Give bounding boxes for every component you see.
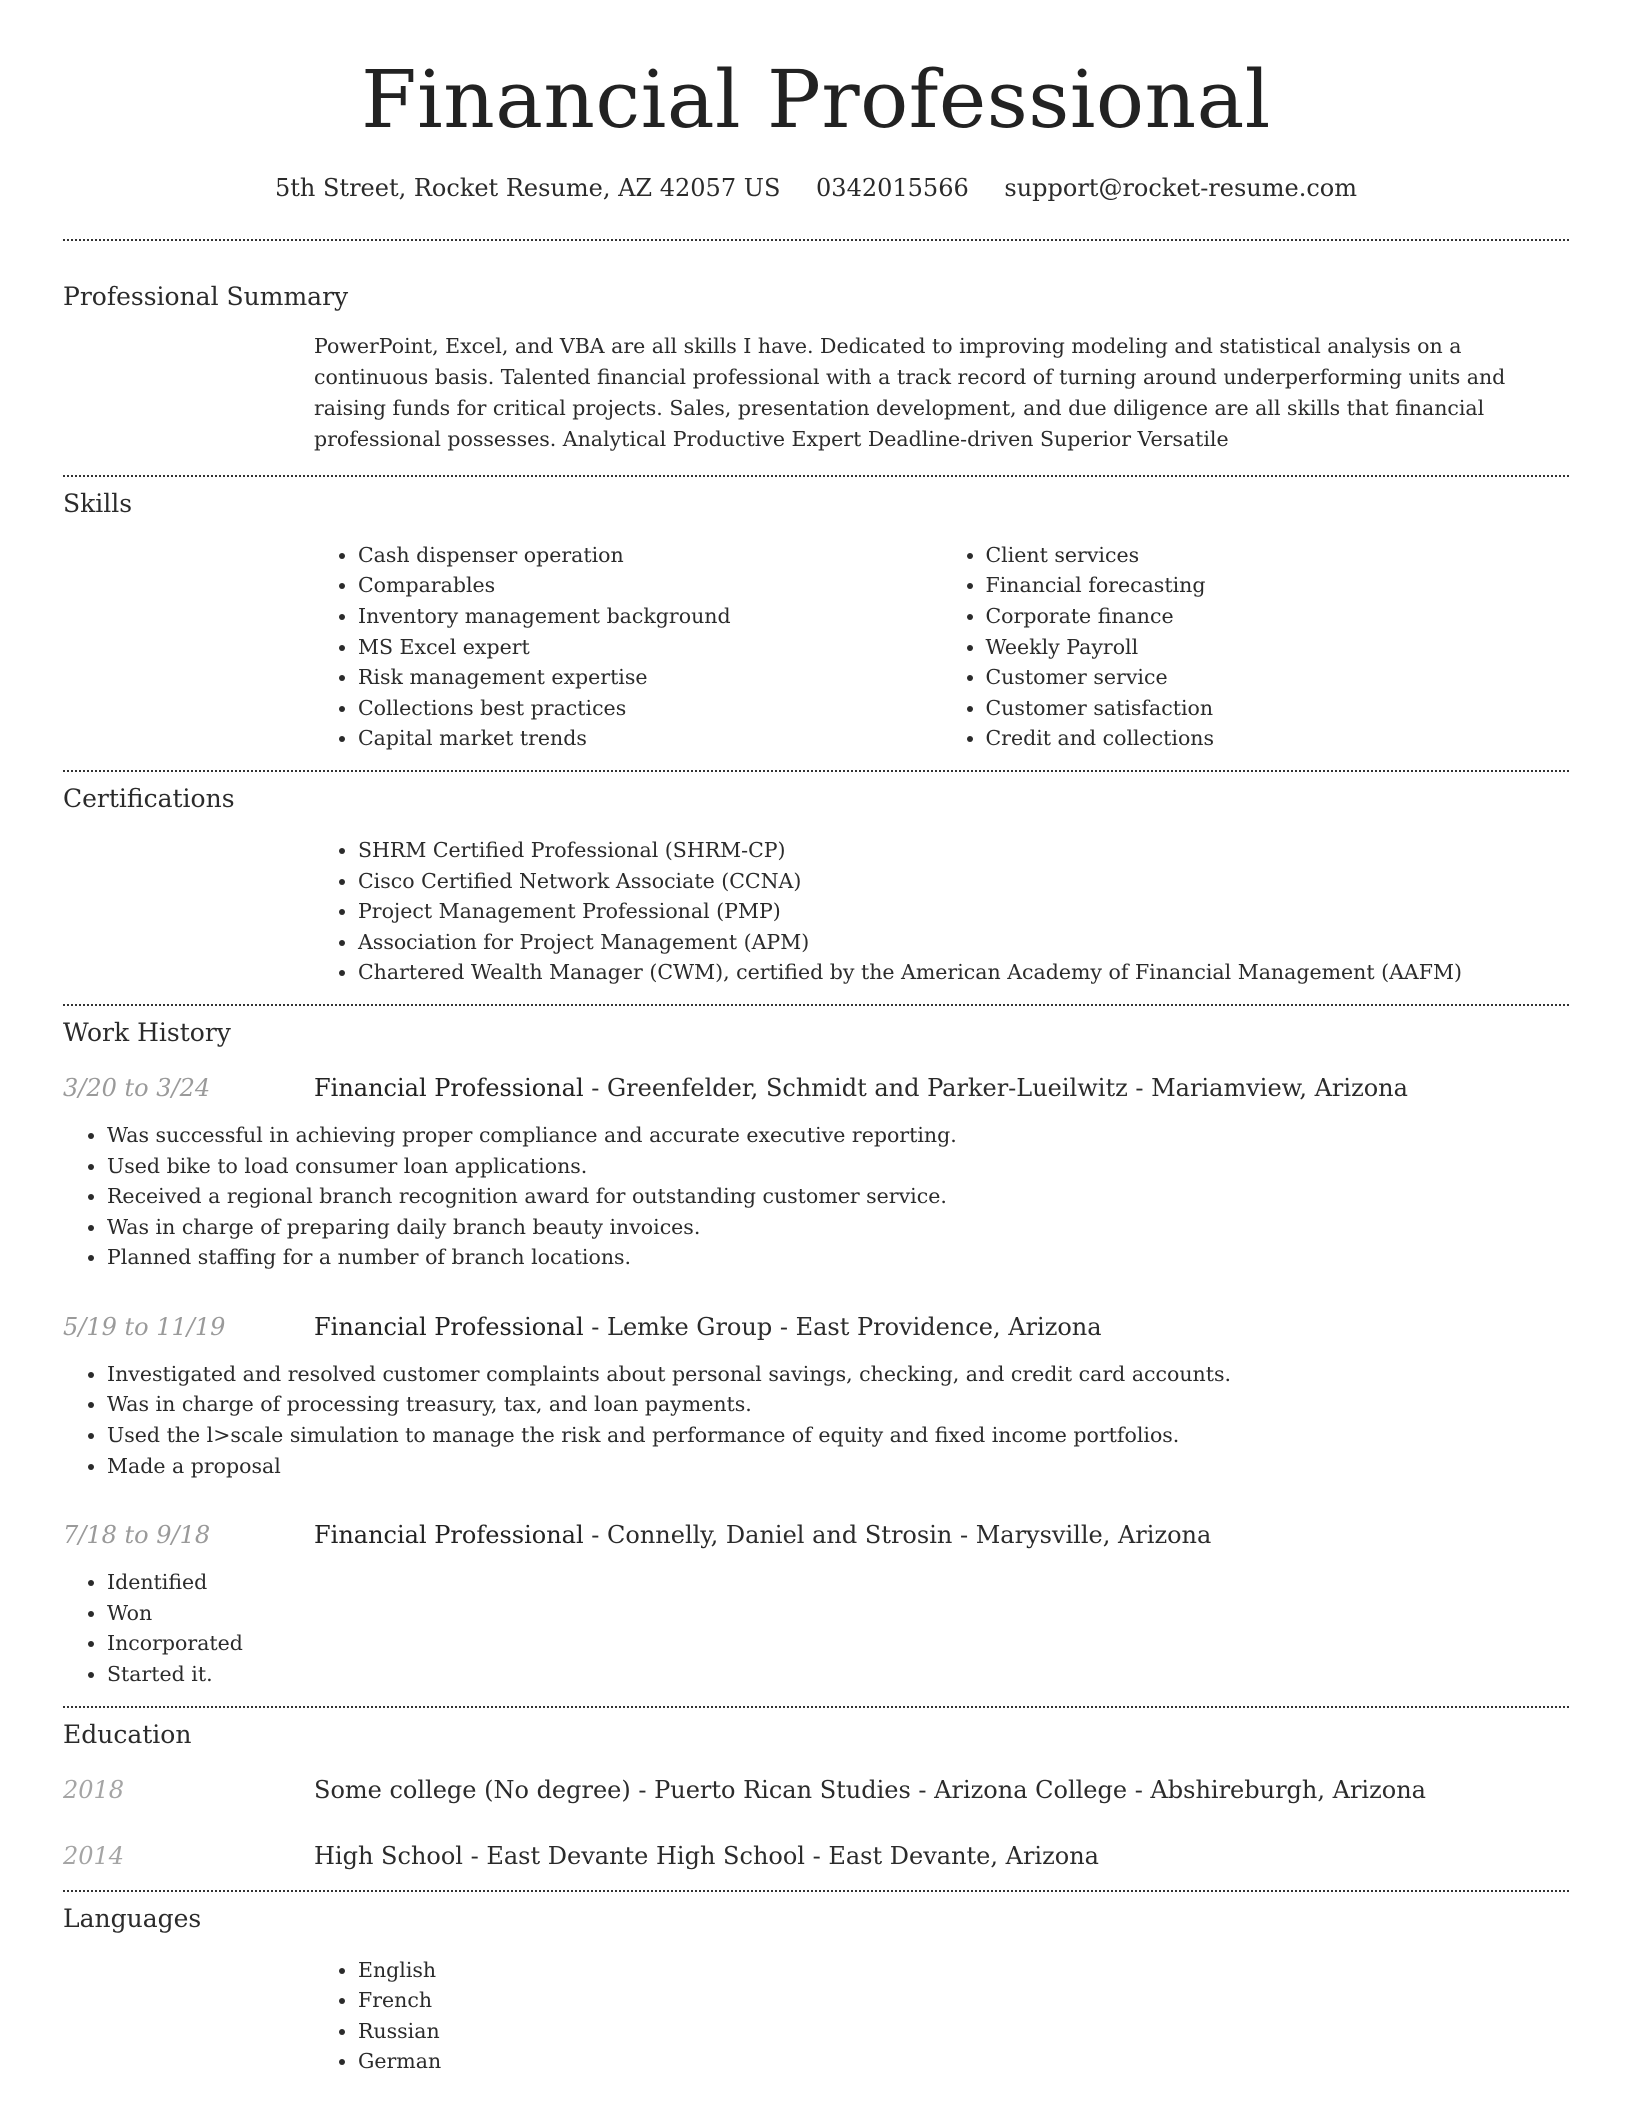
list-item: • Association for Project Management (APM)	[358, 927, 1569, 958]
job-bullets	[63, 1120, 1569, 1273]
education-entry	[63, 1776, 1569, 1804]
section-title-languages: Languages	[63, 1903, 202, 1933]
job-details: - Connelly, Daniel and Strosin - Marysville, Arizona	[583, 1521, 1212, 1550]
summary-text: PowerPoint, Excel, and VBA are all skills I have. Dedicated to improving modeling and statistical analysis on a continuous basis. Talented financial professional with a track record of turning around underperforming units and raising funds for critical projects. Sales, presentation development, and due diligence are all skills that financial professional possesses. Analytical Productive Expert Deadline-driven Superior Versatile	[314, 333, 1506, 451]
education-text: High School - East Devante High School - East Devante, Arizona	[314, 1841, 1099, 1870]
list-item: • Credit and collections	[986, 723, 1570, 754]
education-year: 2014	[63, 1841, 125, 1870]
section-certifications	[63, 772, 1569, 988]
job-role: Financial Professional	[314, 1073, 584, 1102]
list-item: • Customer service	[986, 662, 1570, 693]
languages-block	[314, 1955, 1569, 2077]
job-title-line	[314, 1074, 1408, 1102]
list-item: • Planned staffing for a number of branch locations.	[107, 1242, 1569, 1273]
job-entry	[63, 1074, 1569, 1273]
job-bullets	[63, 1567, 1569, 1689]
job-entry	[63, 1313, 1569, 1481]
job-dates: 3/20 to 3/24	[63, 1073, 211, 1102]
skills-list-right	[942, 540, 1570, 754]
certifications-block	[314, 835, 1569, 988]
list-item: • Capital market trends	[358, 723, 942, 754]
section-title-education: Education	[63, 1719, 192, 1749]
section-title-summary: Professional Summary	[63, 281, 349, 311]
resume-header	[63, 0, 1569, 203]
list-item: • Used the l>scale simulation to manage the risk and performance of equity and fixed income portfolios.	[107, 1420, 1569, 1451]
education-year: 2018	[63, 1775, 125, 1804]
list-item: • Was in charge of preparing daily branch beauty invoices.	[107, 1212, 1569, 1243]
list-item: • Inventory management background	[358, 601, 942, 632]
skills-list-left	[314, 540, 942, 754]
section-skills	[63, 477, 1569, 754]
list-item: • Was successful in achieving proper compliance and accurate executive reporting.	[107, 1120, 1569, 1151]
job-dates: 7/18 to 9/18	[63, 1521, 211, 1550]
education-entry	[63, 1842, 1569, 1870]
list-item: • Started it.	[107, 1659, 1569, 1690]
certifications-list	[314, 835, 1569, 988]
list-item: • German	[358, 2046, 1569, 2077]
list-item: • Customer satisfaction	[986, 693, 1570, 724]
job-details: - Greenfelder, Schmidt and Parker-Lueilwitz - Mariamview, Arizona	[583, 1073, 1408, 1102]
job-entry	[63, 1521, 1569, 1689]
list-item: • French	[358, 1985, 1569, 2016]
list-item: • Client services	[986, 540, 1570, 571]
list-item: • Cash dispenser operation	[358, 540, 942, 571]
list-item: • Investigated and resolved customer complaints about personal savings, checking, and credit card accounts.	[107, 1359, 1569, 1390]
list-item: • SHRM Certified Professional (SHRM-CP)	[358, 835, 1569, 866]
list-item: • Financial forecasting	[986, 570, 1570, 601]
job-title-line	[314, 1521, 1211, 1549]
list-item: • Was in charge of processing treasury, tax, and loan payments.	[107, 1389, 1569, 1420]
job-bullets	[63, 1359, 1569, 1481]
skills-grid	[314, 540, 1569, 754]
list-item: • Identified	[107, 1567, 1569, 1598]
list-item: • Received a regional branch recognition award for outstanding customer service.	[107, 1181, 1569, 1212]
list-item: • Used bike to load consumer loan applications.	[107, 1151, 1569, 1182]
list-item: • English	[358, 1955, 1569, 1986]
job-role: Financial Professional	[314, 1521, 584, 1550]
job-title-line	[314, 1313, 1102, 1341]
list-item: • Incorporated	[107, 1628, 1569, 1659]
list-item: • Comparables	[358, 570, 942, 601]
list-item: • Cisco Certified Network Associate (CCNA)	[358, 866, 1569, 897]
list-item: • Made a proposal	[107, 1451, 1569, 1482]
job-dates: 5/19 to 11/19	[63, 1312, 226, 1341]
list-item: • Project Management Professional (PMP)	[358, 896, 1569, 927]
candidate-name: Financial Professional	[361, 53, 1271, 146]
job-heading	[63, 1074, 1569, 1102]
section-title-skills: Skills	[63, 488, 133, 518]
section-summary	[63, 241, 1569, 455]
section-title-work: Work History	[63, 1017, 231, 1047]
job-heading	[63, 1521, 1569, 1549]
list-item: • Risk management expertise	[358, 662, 942, 693]
list-item: • Chartered Wealth Manager (CWM), certified by the American Academy of Financial Management (AAFM)	[358, 957, 1569, 988]
contact-line	[63, 174, 1569, 203]
job-heading	[63, 1313, 1569, 1341]
list-item: • Russian	[358, 2016, 1569, 2047]
job-role: Financial Professional	[314, 1312, 584, 1341]
section-education	[63, 1708, 1569, 1870]
section-title-certifications: Certifications	[63, 783, 235, 813]
education-text: Some college (No degree) - Puerto Rican Studies - Arizona College - Abshireburgh, Arizona	[314, 1775, 1426, 1804]
contact-phone: 0342015566	[816, 174, 969, 202]
list-item: • MS Excel expert	[358, 632, 942, 663]
list-item: • Weekly Payroll	[986, 632, 1570, 663]
list-item: • Won	[107, 1598, 1569, 1629]
list-item: • Collections best practices	[358, 693, 942, 724]
languages-list	[314, 1955, 1569, 2077]
list-item: • Corporate finance	[986, 601, 1570, 632]
contact-address: 5th Street, Rocket Resume, AZ 42057 US	[274, 174, 781, 202]
section-work-history	[63, 1006, 1569, 1690]
section-languages	[63, 1892, 1569, 2077]
contact-email: support@rocket-resume.com	[1004, 174, 1357, 202]
job-details: - Lemke Group - East Providence, Arizona	[583, 1312, 1102, 1341]
